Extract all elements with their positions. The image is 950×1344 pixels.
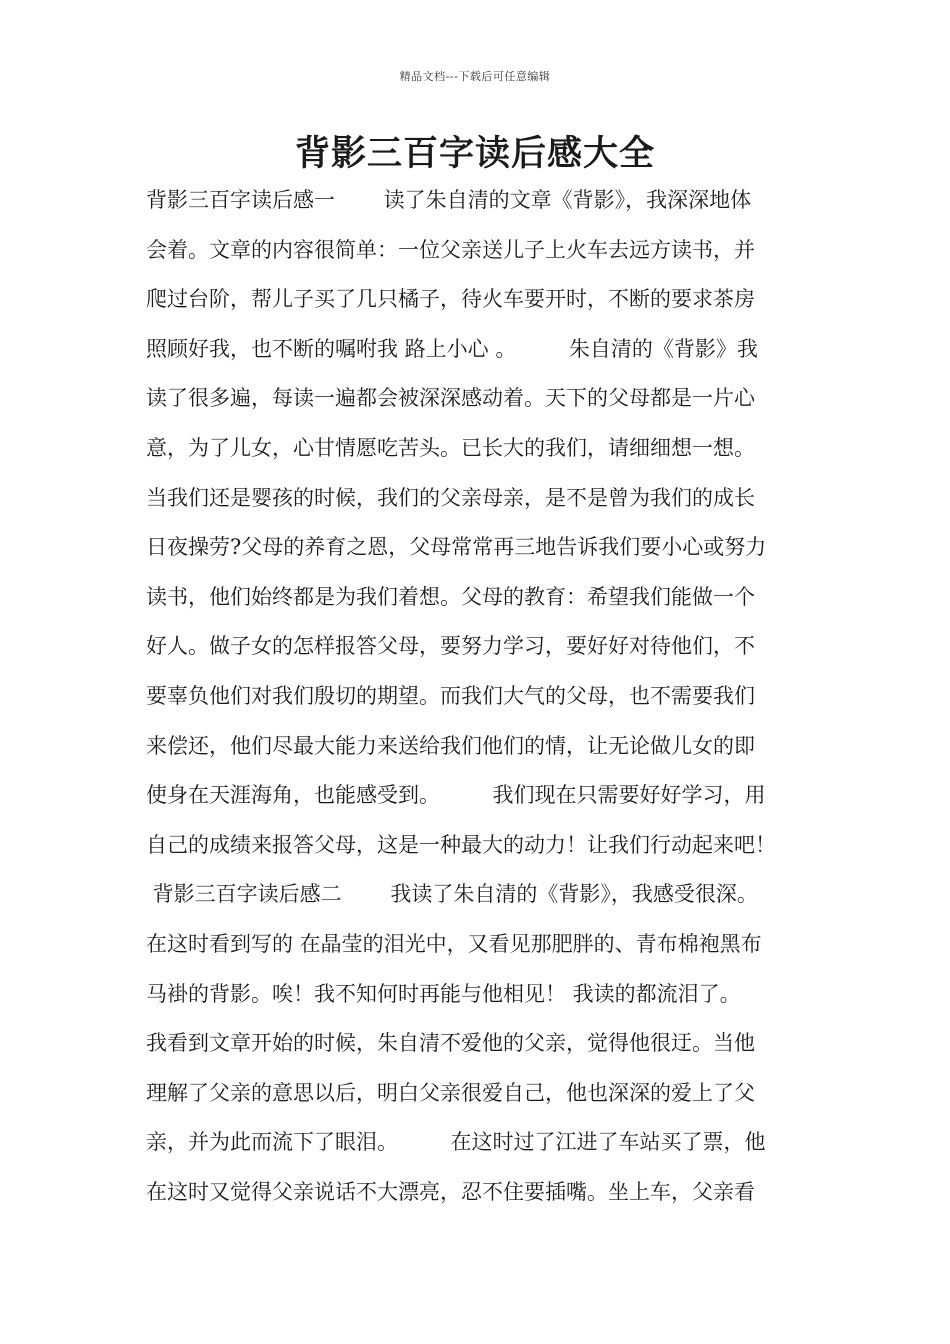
body-line: 马褂的背影。唉！我不知何时再能与他相见！ 我读的都流泪了。 xyxy=(146,981,741,1006)
body-line: 日夜操劳?父母的养育之恩，父母常常再三地告诉我们要小心或努力 xyxy=(146,535,767,560)
document-title: 背影三百字读后感大全 xyxy=(294,133,655,174)
document-body xyxy=(146,176,846,1217)
body-line: 照顾好我，也不断的嘱咐我 路上小心 。 朱自清的《背影》我 xyxy=(146,336,758,361)
body-line: 当我们还是婴孩的时候，我们的父亲母亲，是不是曾为我们的成长 xyxy=(146,485,755,510)
body-line: 读书，他们始终都是为我们着想。父母的教育：希望我们能做一个 xyxy=(146,584,755,609)
body-line: 背影三百字读后感二 我读了朱自清的《背影》，我感受很深。 xyxy=(146,882,758,907)
body-line: 我看到文章开始的时候，朱自清不爱他的父亲，觉得他很迂。当他 xyxy=(146,1031,755,1056)
body-line: 自己的成绩来报答父母，这是一种最大的动力！让我们行动起来吧！ xyxy=(146,832,776,857)
body-line: 亲，并为此而流下了眼泪。 在这时过了江进了车站买了票，他 xyxy=(146,1130,766,1155)
body-line: 背影三百字读后感一 读了朱自清的文章《背影》，我深深地体 xyxy=(146,188,752,212)
body-line: 理解了父亲的意思以后，明白父亲很爱自己，他也深深的爱上了父 xyxy=(146,1080,755,1105)
body-line: 在这时看到写的 在晶莹的泪光中，又看见那肥胖的、青布棉袍黑布 xyxy=(146,931,762,956)
body-line: 要辜负他们对我们殷切的期望。而我们大气的父母，也不需要我们 xyxy=(146,683,755,708)
body-line: 会着。文章的内容很简单：一位父亲送儿子上火车去远方读书，并 xyxy=(146,237,755,262)
body-line: 在这时又觉得父亲说话不大漂亮，忍不住要插嘴。坐上车，父亲看 xyxy=(146,1179,755,1204)
body-line: 来偿还，他们尽最大能力来送给我们他们的情，让无论做儿女的即 xyxy=(146,733,755,758)
page-header: 精品文档---下载后可任意编辑 xyxy=(399,70,551,83)
body-line: 好人。做子女的怎样报答父母，要努力学习，要好好对待他们，不 xyxy=(146,634,755,659)
body-line: 爬过台阶，帮儿子买了几只橘子，待火车要开时，不断的要求茶房 xyxy=(146,287,755,312)
body-line: 意，为了儿女，心甘情愿吃苦头。已长大的我们，请细细想一想。 xyxy=(146,435,755,460)
body-line: 读了很多遍，每读一遍都会被深深感动着。天下的父母都是一片心 xyxy=(146,386,755,411)
body-line: 使身在天涯海角，也能感受到。 我们现在只需要好好学习，用 xyxy=(146,783,766,808)
